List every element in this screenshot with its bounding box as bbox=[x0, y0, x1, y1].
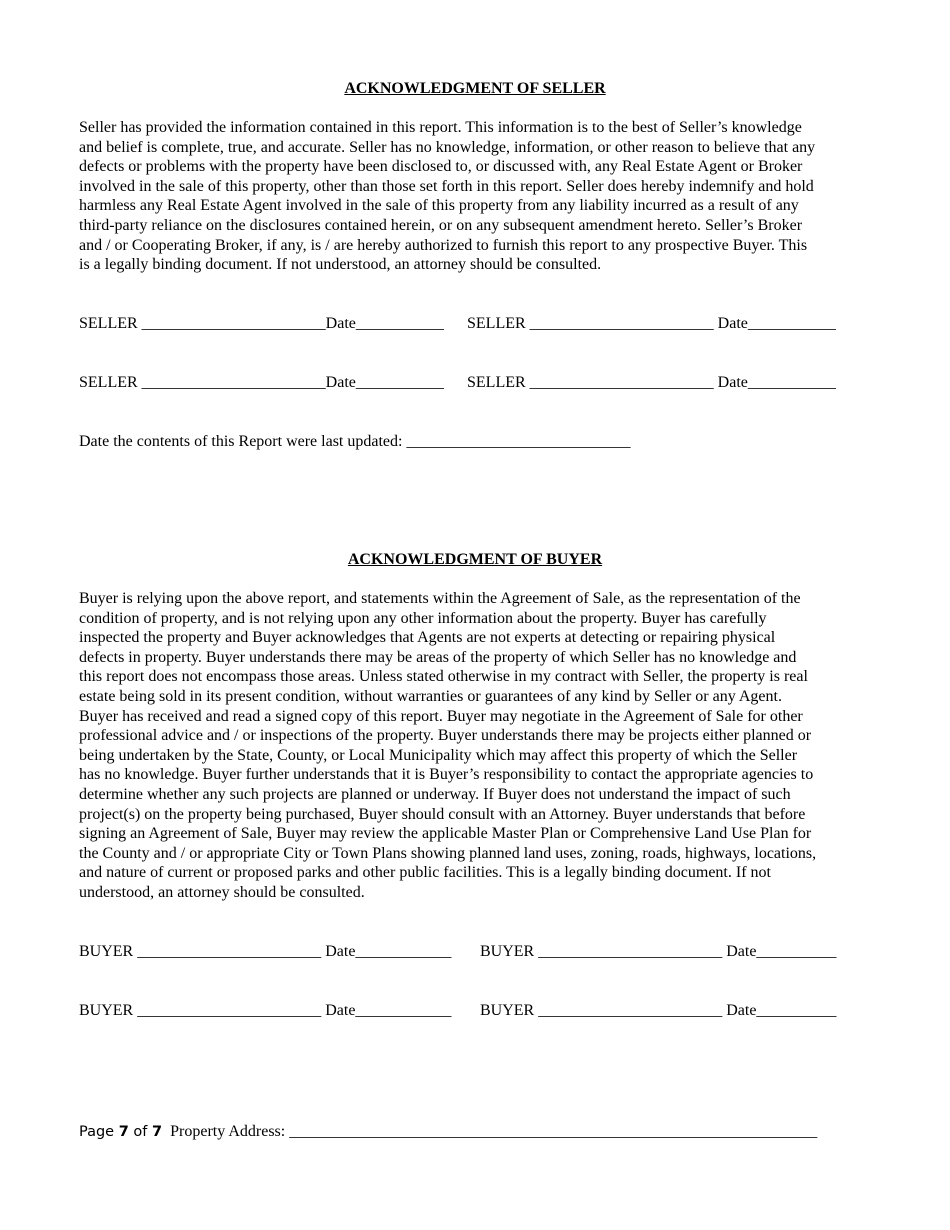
report-last-updated-line[interactable]: Date the contents of this Report were last updated: ____________________________ bbox=[79, 433, 631, 450]
page-footer bbox=[79, 1122, 817, 1142]
page-word: Page bbox=[79, 1124, 119, 1140]
seller-signature-line-3[interactable]: SELLER _______________________Date___________ bbox=[79, 374, 444, 391]
of-word: of bbox=[128, 1124, 153, 1140]
buyer-acknowledgment-heading: ACKNOWLEDGMENT OF BUYER bbox=[347, 551, 603, 568]
seller-acknowledgment-paragraph: Seller has provided the information contained in this report. This information is to the best of Seller’s knowledge and belief is complete, true, and accurate. Seller has no knowledge, information, or other reason to believe that any defects or problems with the property have been disclosed to, or discussed with, any Real Estate Agent or Broker involved in the sale of this property, other than those set forth in this report. Seller does hereby indemnify and hold harmless any Real Estate Agent involved in the sale of this property from any liability incurred as a result of any third-party reliance on the disclosures contained herein, or on any subsequent amendment hereto. Seller’s Broker and / or Cooperating Broker, if any, is / are hereby authorized to furnish this report to any prospective Buyer. This is a legally binding document. If not understood, an attorney should be consulted. bbox=[79, 119, 816, 274]
page-number: 7 bbox=[118, 1124, 129, 1140]
buyer-acknowledgment-paragraph: Buyer is relying upon the above report, and statements within the Agreement of Sale, as the representation of the condition of property, and is not relying upon any other information about the property. Buyer has carefully inspected the property and Buyer acknowledges that Agents are not experts at detecting or repairing physical defects in property. Buyer understands there may be areas of the property of which Seller has no knowledge and this report does not encompass those areas. Unless stated otherwise in my contract with Seller, the property is real estate being sold in its present condition, without warranties or guarantees of any kind by Seller or any Agent. Buyer has received and read a signed copy of this report. Buyer may negotiate in the Agreement of Sale for other professional advice and / or inspections of the property. Buyer understands there may be projects either planned or being undertaken by the State, County, or Local Municipality which may affect this property of which the Seller has no knowledge. Buyer further understands that it is Buyer’s responsibility to contact the appropriate agencies to determine whether any such projects are planned or underway. If Buyer does not understand the impact of such project(s) on the property being purchased, Buyer should consult with an Attorney. Buyer understands that before signing an Agreement of Sale, Buyer may review the applicable Master Plan or Comprehensive Land Use Plan for the County and / or appropriate City or Town Plans showing planned land uses, zoning, roads, highways, locations, and nature of current or proposed parks and other public facilities. This is a legally binding document. If not understood, an attorney should be consulted. bbox=[79, 590, 817, 901]
page-total: 7 bbox=[152, 1124, 163, 1140]
buyer-signature-line-4[interactable]: BUYER _______________________ Date__________ bbox=[480, 1002, 837, 1019]
buyer-signature-line-1[interactable]: BUYER _______________________ Date____________ bbox=[79, 943, 452, 960]
property-address-field[interactable]: __________________________________________________________________ bbox=[289, 1123, 818, 1140]
seller-acknowledgment-heading: ACKNOWLEDGMENT OF SELLER bbox=[344, 80, 606, 97]
page-indicator bbox=[79, 1124, 162, 1140]
buyer-signature-line-2[interactable]: BUYER _______________________ Date__________ bbox=[480, 943, 837, 960]
seller-signature-line-4[interactable]: SELLER _______________________ Date___________ bbox=[467, 374, 836, 391]
buyer-signature-line-3[interactable]: BUYER _______________________ Date____________ bbox=[79, 1002, 452, 1019]
property-address-label: Property Address: bbox=[162, 1123, 290, 1140]
seller-signature-line-2[interactable]: SELLER _______________________ Date___________ bbox=[467, 315, 836, 332]
seller-signature-line-1[interactable]: SELLER _______________________Date___________ bbox=[79, 315, 444, 332]
